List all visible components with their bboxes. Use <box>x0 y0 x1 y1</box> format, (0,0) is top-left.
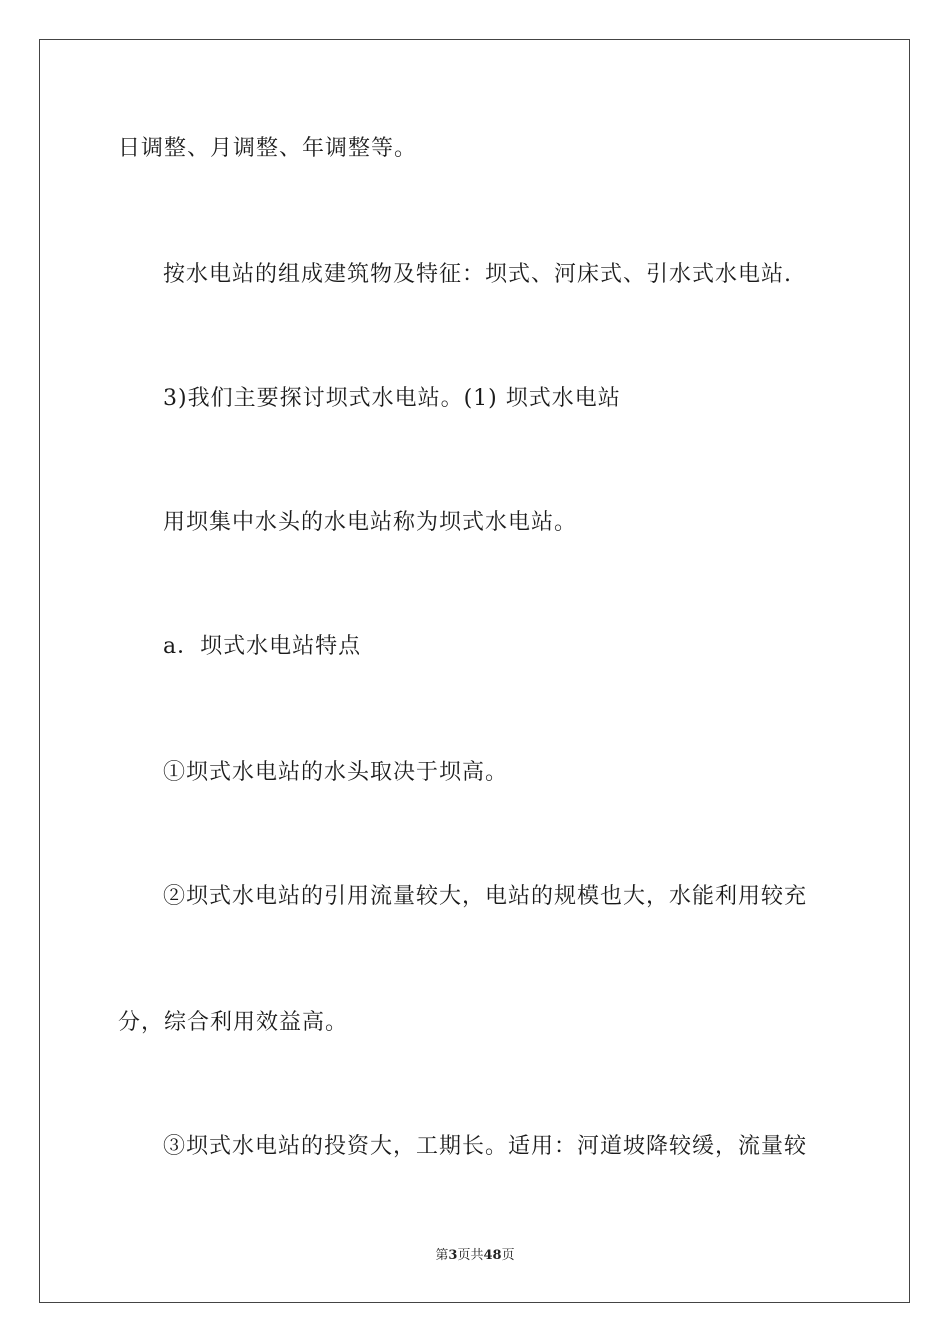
paragraph-line: ③坝式水电站的投资大，工期长。适用：河道坡降较缓，流量较 <box>163 1134 808 1159</box>
footer-total-prefix: 共 <box>470 1248 484 1263</box>
paragraph-line: 按水电站的组成建筑物及特征：坝式、河床式、引水式水电站. <box>163 262 792 287</box>
paragraph-line: ②坝式水电站的引用流量较大，电站的规模也大，水能利用较充 <box>163 884 808 909</box>
paragraph-line: ①坝式水电站的水头取决于坝高。 <box>163 760 509 785</box>
page-footer <box>0 1248 950 1264</box>
paragraph-line: a．坝式水电站特点 <box>163 634 362 659</box>
paragraph-line: 日调整、月调整、年调整等。 <box>118 136 418 161</box>
footer-page-prefix: 第 <box>435 1248 449 1263</box>
paragraph-line: 用坝集中水头的水电站称为坝式水电站。 <box>163 510 578 535</box>
paragraph-line: 分，综合利用效益高。 <box>118 1010 349 1035</box>
footer-total-suffix: 页 <box>501 1248 515 1263</box>
footer-page-number: 3 <box>448 1248 458 1263</box>
footer-total-pages: 48 <box>483 1248 502 1263</box>
paragraph-line: 3)我们主要探讨坝式水电站。(1) 坝式水电站 <box>163 386 621 411</box>
footer-page-suffix: 页 <box>457 1248 471 1263</box>
page-border <box>39 39 910 1303</box>
